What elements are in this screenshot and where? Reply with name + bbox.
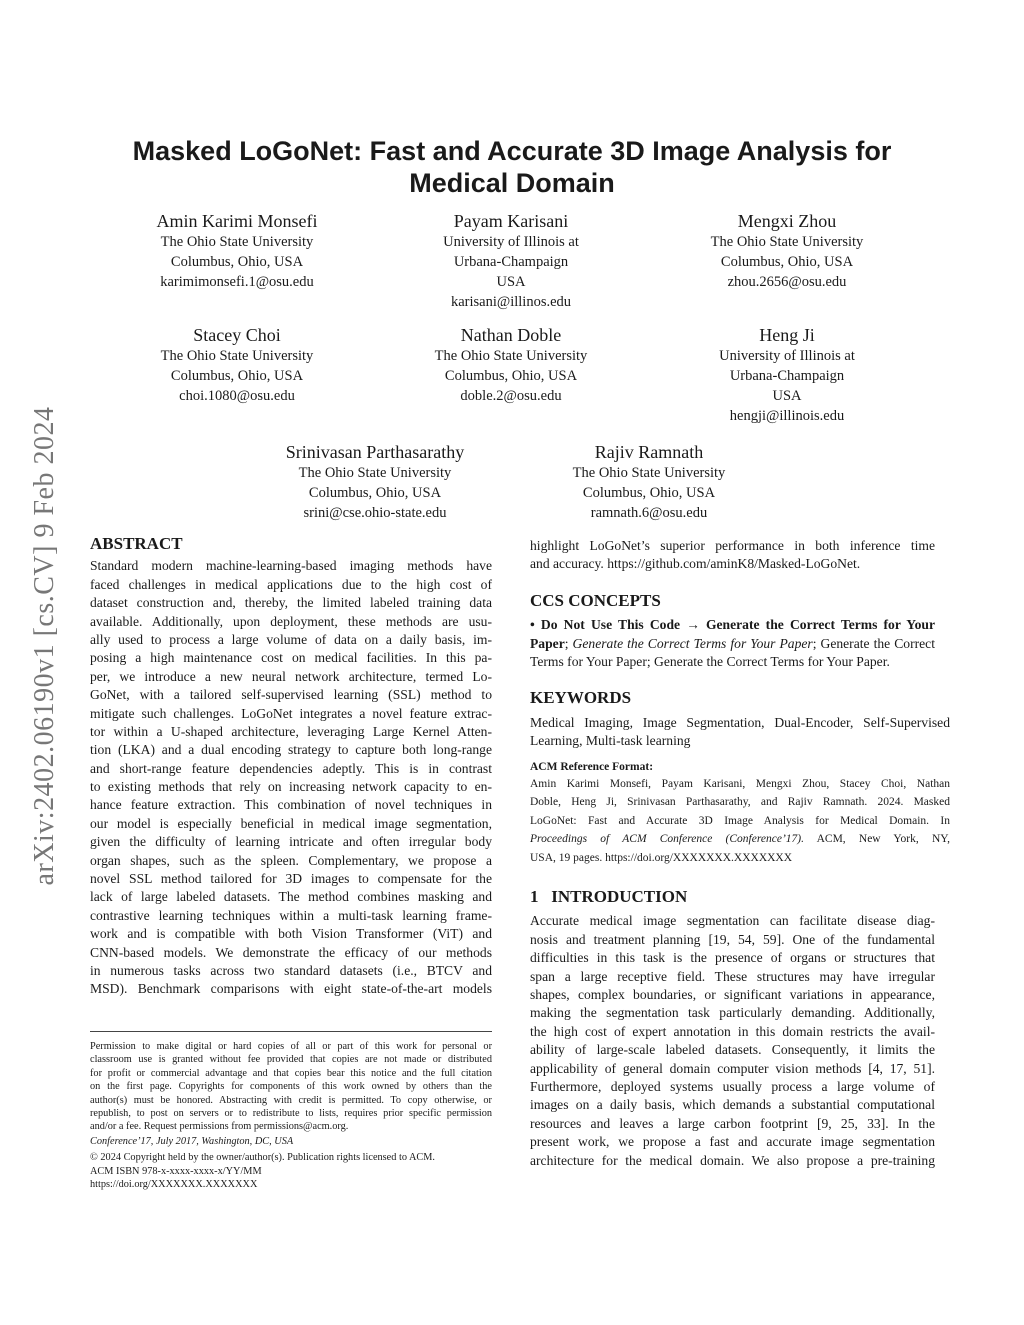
text-line: tor within a U-shaped architecture, leveraging Large Kernel Atten- bbox=[90, 723, 492, 739]
right-column bbox=[530, 537, 950, 1170]
author-block bbox=[381, 324, 641, 406]
text-line: given the difficulty of learning intricate and often irregular body bbox=[90, 834, 492, 850]
text-line: author(s) must be honored. Abstracting with credit is permitted. To copy otherwise, or bbox=[90, 1094, 492, 1106]
text-line: classroom use is granted without fee provided that copies are not made or distributed bbox=[90, 1054, 492, 1066]
author-affiliation: USA bbox=[496, 274, 526, 290]
text-line: Medical Imaging, Image Segmentation, Dual-Encoder, Self-Supervised bbox=[530, 714, 950, 730]
text-line: LoGoNet: Fast and Accurate 3D Image Analysis for Medical Domain. In bbox=[530, 814, 950, 827]
text-line: resources and leaves a large carbon footprint [9, 25, 33]. In the bbox=[530, 1115, 935, 1131]
author-affiliation: karimimonsefi.1@osu.edu bbox=[160, 274, 314, 290]
text-line: ally used to process a large volume of data on a daily basis, im- bbox=[90, 631, 492, 647]
text-line: making the segmentation task particularly demanding. Additionally, bbox=[530, 1005, 935, 1021]
text-line: highlight LoGoNet’s superior performance in both inference time bbox=[530, 538, 935, 553]
author-affiliation: The Ohio State University bbox=[160, 348, 314, 364]
text-line: Accurate medical image segmentation can facilitate disease diag- bbox=[530, 913, 935, 929]
footnote-conference: Conference’17, July 2017, Washington, DC, USA bbox=[90, 1135, 294, 1147]
text-line: republish, to post on servers or to redistribute to lists, requires prior specific permission bbox=[90, 1107, 492, 1119]
author-affiliation: University of Illinois at bbox=[443, 234, 579, 250]
author-affiliation: srini@cse.ohio-state.edu bbox=[303, 505, 447, 521]
author-name: Nathan Doble bbox=[460, 325, 562, 345]
copyright-footnote bbox=[90, 1040, 492, 1191]
intro-heading bbox=[530, 888, 935, 906]
author-affiliation: Columbus, Ohio, USA bbox=[170, 368, 304, 384]
text-line: work and is compatible with both Vision Transformer (ViT) and bbox=[90, 926, 492, 942]
text-line: MSD). Benchmark comparisons with eight state-of-the-art models bbox=[90, 981, 492, 997]
text-line: GoNet, with a tailored self-supervised learning (SSL) method to bbox=[90, 687, 492, 703]
author-affiliation: ramnath.6@osu.edu bbox=[590, 505, 708, 521]
text-line: for profit or commercial advantage and that copies bear this notice and the full citation bbox=[90, 1067, 492, 1079]
author-affiliation: Columbus, Ohio, USA bbox=[444, 368, 578, 384]
author-affiliation: Columbus, Ohio, USA bbox=[582, 485, 716, 501]
ccs-italic: Generate the Correct Terms for Your Paper bbox=[572, 635, 813, 651]
author-affiliation: The Ohio State University bbox=[572, 465, 726, 481]
acm-reference bbox=[530, 759, 950, 868]
author-name: Mengxi Zhou bbox=[737, 211, 837, 231]
text-line: present work, we propose a fast and accurate image segmentation bbox=[530, 1134, 935, 1150]
author-name: Heng Ji bbox=[759, 325, 815, 345]
text-line: hance feature extraction. This combination of novel techniques in bbox=[90, 797, 492, 813]
author-name: Rajiv Ramnath bbox=[594, 442, 704, 462]
text-line: Amin Karimi Monsefi, Payam Karisani, Mengxi Zhou, Stacey Choi, Nathan bbox=[530, 778, 950, 791]
reference-line: USA, 19 pages. https://doi.org/XXXXXXX.XXXXXXX bbox=[530, 851, 793, 864]
text-line: architecture for the medical domain. We also propose a pre-training bbox=[530, 1152, 935, 1168]
text-line: applicability of general domain computer vision methods [4, 17, 51]. bbox=[530, 1060, 935, 1076]
author-affiliation: The Ohio State University bbox=[434, 348, 588, 364]
text-line: contrastive learning techniques within a multi-task learning frame- bbox=[90, 907, 492, 923]
author-block bbox=[107, 210, 367, 292]
text-line: shapes, complex boundaries, or significant variations in appearance, bbox=[530, 987, 935, 1003]
author-affiliation: choi.1080@osu.edu bbox=[179, 388, 295, 404]
section-title: INTRODUCTION bbox=[551, 887, 688, 907]
title-line: Medical Domain bbox=[409, 168, 615, 198]
footnote-copyright: © 2024 Copyright held by the owner/author(s). Publication rights licensed to ACM. bbox=[90, 1152, 436, 1164]
text-line: Learning, Multi-task learning bbox=[530, 733, 691, 749]
text-line: images on a daily basis, which demands a substantial computational bbox=[530, 1097, 935, 1113]
author-block bbox=[381, 210, 641, 312]
author-name: Amin Karimi Monsefi bbox=[156, 211, 318, 231]
text-line: dataset construction and, thereby, the limited labeled training data bbox=[90, 595, 492, 611]
text-line: available. Additionally, upon deployment, these methods are usu- bbox=[90, 613, 492, 629]
author-affiliation: The Ohio State University bbox=[298, 465, 452, 481]
text-line: ability of large-scale labeled datasets. Consequently, it limits the bbox=[530, 1042, 935, 1058]
text-line: Doble, Heng Ji, Srinivasan Parthasarathy, and Rajiv Ramnath. 2024. Masked bbox=[530, 796, 950, 809]
text-line: lack of large labeled datasets. The method combines masking and bbox=[90, 889, 492, 905]
title-line: Masked LoGoNet: Fast and Accurate 3D Image Analysis for bbox=[132, 136, 892, 166]
author-affiliation: Urbana-Champaign bbox=[729, 368, 845, 384]
ccs-concepts: • Do Not Use This Code → Generate the Correct Terms for Your Paper; Generate the Correct Terms for Your Paper; Generate the Correct Terms for Your Paper; Generate the Correct Terms for Your Paper. bbox=[530, 617, 935, 669]
reference-after: ACM, New York, NY, bbox=[804, 833, 950, 846]
text-line: Standard modern machine-learning-based imaging methods have bbox=[90, 558, 492, 574]
text-line: the high cost of expert annotation in this domain restricts the avail- bbox=[530, 1023, 935, 1039]
ccs-heading: CCS CONCEPTS bbox=[530, 590, 661, 610]
arxiv-identifier: arXiv:2402.06190v1 [cs.CV] 9 Feb 2024 bbox=[29, 406, 60, 886]
author-affiliation: University of Illinois at bbox=[719, 348, 855, 364]
author-block bbox=[245, 441, 505, 523]
author-block bbox=[657, 324, 917, 426]
text-line: organ shapes, such as the spleen. Complementary, we propose a bbox=[90, 852, 492, 868]
author-affiliation: zhou.2656@osu.edu bbox=[727, 274, 847, 290]
author-block bbox=[657, 210, 917, 292]
text-line: and short-range feature dependencies adeptly. This is in contrast bbox=[90, 760, 492, 776]
abstract-section bbox=[90, 535, 492, 999]
author-block bbox=[107, 324, 367, 406]
author-affiliation: doble.2@osu.edu bbox=[460, 388, 562, 404]
paper-title bbox=[60, 135, 964, 199]
author-affiliation: The Ohio State University bbox=[710, 234, 864, 250]
reference-italic: Proceedings of ACM Conference (Conference’17). bbox=[530, 833, 804, 846]
ccs-bold: • Do Not Use This Code → Generate the Correct Terms for Your Paper bbox=[530, 617, 935, 651]
text-line: CNN-based models. We demonstrate the efficacy of our methods bbox=[90, 944, 492, 960]
footnote-doi: https://doi.org/XXXXXXX.XXXXXXX bbox=[90, 1178, 258, 1190]
text-line: and/or a fee. Request permissions from permissions@acm.org. bbox=[90, 1121, 349, 1133]
text-line: to existing methods that rely on increasing network capacity to en- bbox=[90, 779, 492, 795]
author-affiliation: Columbus, Ohio, USA bbox=[308, 485, 442, 501]
text-line: in numerous tasks across two standard datasets (i.e., BTCV and bbox=[90, 963, 492, 978]
text-line: nosis and treatment planning [19, 54, 59]. One of the fundamental bbox=[530, 931, 935, 947]
text-line: per, we introduce a new neural network architecture, termed Lo- bbox=[90, 668, 492, 684]
ccs-rest: ; Generate the Correct Terms for Your Paper; Generate the Correct Terms for Your Paper. bbox=[530, 635, 935, 669]
author-name: Stacey Choi bbox=[193, 325, 281, 345]
reference-heading: ACM Reference Format: bbox=[530, 760, 654, 773]
author-affiliation: USA bbox=[772, 388, 802, 404]
text-line: Furthermore, deployed systems usually process a large volume of bbox=[530, 1078, 935, 1094]
text-line: difficulties in this task is the presence of organs or structures that bbox=[530, 950, 935, 966]
author-affiliation: Columbus, Ohio, USA bbox=[720, 254, 854, 270]
author-affiliation: karisani@illinos.edu bbox=[450, 294, 572, 310]
text-line: posing a high maintenance cost on medical facilities. In this pa- bbox=[90, 650, 492, 666]
author-affiliation: Columbus, Ohio, USA bbox=[170, 254, 304, 270]
text-line: on the first page. Copyrights for components of this work owned by others than the bbox=[90, 1081, 492, 1093]
text-line: faced challenges in medical applications due to the high cost of bbox=[90, 576, 492, 592]
author-affiliation: hengji@illinois.edu bbox=[729, 408, 845, 424]
author-name: Payam Karisani bbox=[453, 211, 569, 231]
author-affiliation: Urbana-Champaign bbox=[453, 254, 569, 270]
text-line: and accuracy. https://github.com/aminK8/Masked-LoGoNet. bbox=[530, 556, 861, 572]
author-name: Srinivasan Parthasarathy bbox=[285, 442, 465, 462]
text-line: span a large receptive field. These structures may have irregular bbox=[530, 968, 935, 984]
text-line: Permission to make digital or hard copies of all or part of this work for personal or bbox=[90, 1041, 492, 1052]
section-number: 1 bbox=[530, 887, 539, 907]
keywords-heading: KEYWORDS bbox=[530, 688, 632, 708]
text-line: novel SSL method tailored for 3D images to compensate for the bbox=[90, 871, 492, 887]
author-affiliation: The Ohio State University bbox=[160, 234, 314, 250]
footnote-rule bbox=[90, 1031, 492, 1032]
author-block bbox=[519, 441, 779, 523]
text-line: mitigate such challenges. LoGoNet integrates a novel feature extrac- bbox=[90, 705, 492, 721]
text-line: our model is especially beneficial in medical image segmentation, bbox=[90, 815, 492, 831]
footnote-isbn: ACM ISBN 978-x-xxxx-xxxx-x/YY/MM bbox=[90, 1165, 262, 1177]
text-line: tion (LKA) and a dual encoding strategy to capture both long-range bbox=[90, 742, 492, 758]
abstract-heading: ABSTRACT bbox=[90, 534, 183, 553]
